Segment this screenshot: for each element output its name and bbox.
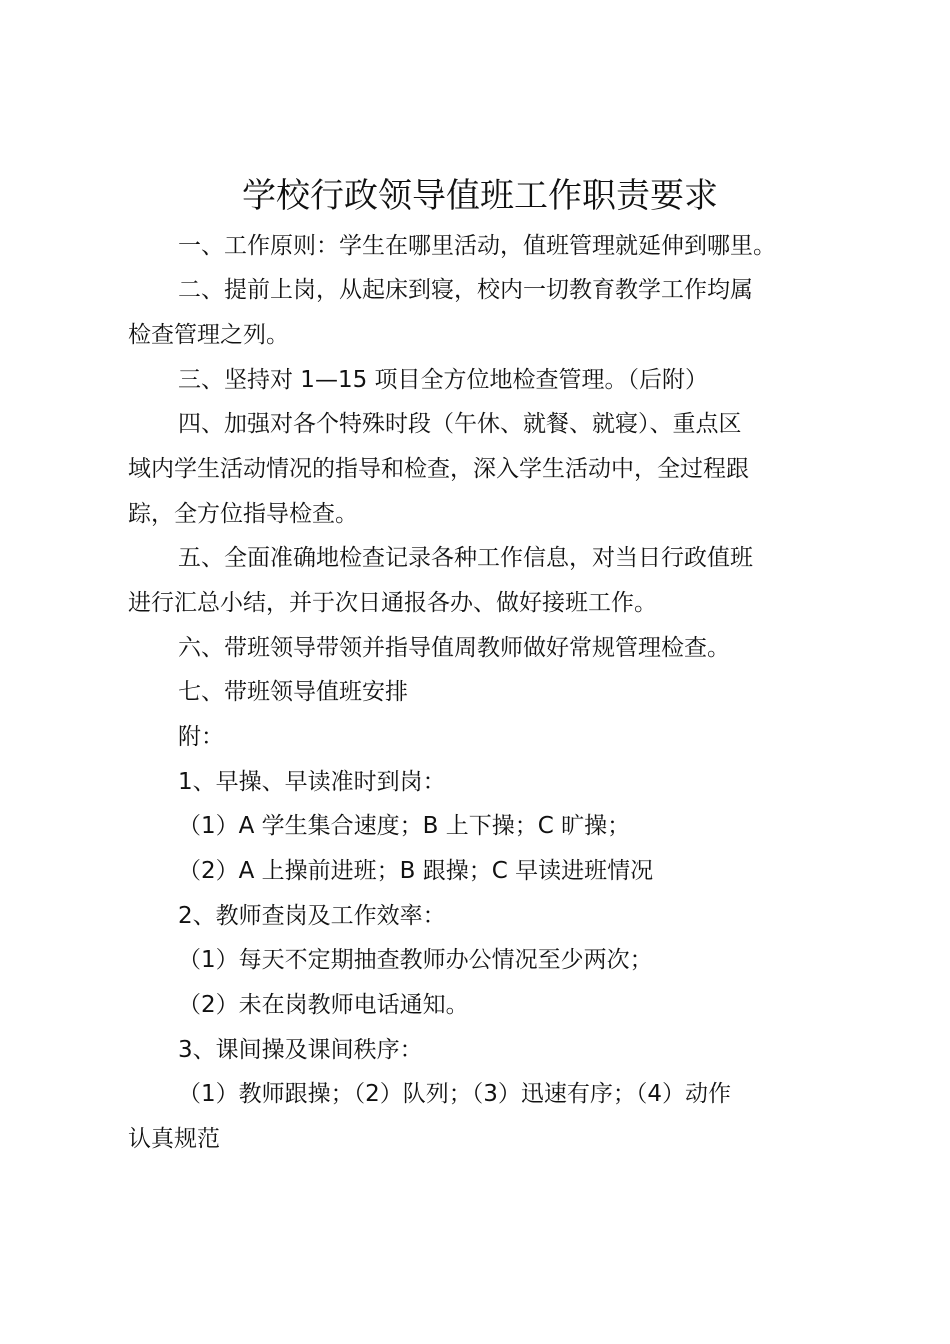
- text-line-special-periods-end: 踪，全方位指导检查。: [128, 501, 358, 527]
- text-line-appendix: 附：: [178, 724, 224, 750]
- text-line-on-duty-cont: 检查管理之列。: [128, 322, 289, 348]
- text-line-on-duty: 二、提前上岗，从起床到寝，校内一切教育教学工作均属: [178, 277, 753, 303]
- text-line-leadership: 六、带班领导带领并指导值周教师做好常规管理检查。: [178, 635, 730, 661]
- text-line-schedule: 七、带班领导值班安排: [178, 679, 408, 705]
- text-line-item-3: 3、课间操及课间秩序：: [178, 1037, 423, 1063]
- text-line-item-3-1: （1）教师跟操；（2）队列；（3）迅速有序；（4）动作: [178, 1081, 732, 1107]
- text-line-inspection: 三、坚持对 1—15 项目全方位地检查管理。（后附）: [178, 367, 709, 393]
- text-line-principle: 一、工作原则：学生在哪里活动，值班管理就延伸到哪里。: [178, 233, 776, 259]
- text-line-item-2: 2、教师查岗及工作效率：: [178, 903, 446, 929]
- text-line-records-cont: 进行汇总小结，并于次日通报各办、做好接班工作。: [128, 590, 657, 616]
- text-line-special-periods-cont: 域内学生活动情况的指导和检查，深入学生活动中，全过程跟: [128, 456, 749, 482]
- text-line-item-3-1-cont: 认真规范: [128, 1126, 220, 1152]
- text-line-special-periods: 四、加强对各个特殊时段（午休、就餐、就寝）、重点区: [178, 411, 742, 437]
- text-line-item-1-2: （2）A 上操前进班；B 跟操；C 早读进班情况: [178, 858, 654, 884]
- text-line-item-2-1: （1）每天不定期抽查教师办公情况至少两次；: [178, 947, 653, 973]
- text-line-item-1: 1、早操、早读准时到岗：: [178, 769, 446, 795]
- document-title: 学校行政领导值班工作职责要求: [242, 176, 718, 216]
- text-line-item-1-1: （1）A 学生集合速度；B 上下操；C 旷操；: [178, 813, 631, 839]
- text-line-records: 五、全面准确地检查记录各种工作信息，对当日行政值班: [178, 545, 753, 571]
- text-line-item-2-2: （2）未在岗教师电话通知。: [178, 992, 469, 1018]
